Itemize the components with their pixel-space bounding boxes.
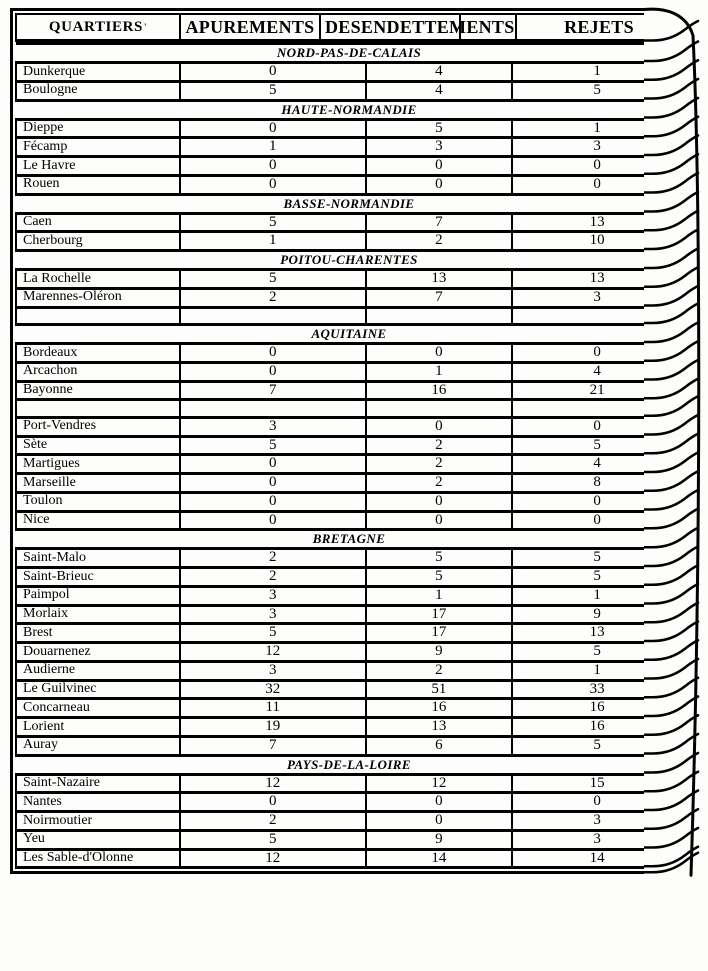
section-row bbox=[16, 755, 682, 774]
quartier-cell: Caen bbox=[16, 213, 180, 232]
column-header-quartiers-label: QUARTIERS bbox=[48, 18, 143, 35]
apurements-cell: 5 bbox=[180, 81, 366, 100]
desendettements-cell: 13 bbox=[366, 270, 513, 289]
rejets-cell: 1 bbox=[512, 63, 682, 82]
apurements-cell: 0 bbox=[180, 157, 366, 176]
desendettements-cell: 3 bbox=[366, 138, 513, 157]
apurements-cell: 11 bbox=[180, 699, 366, 718]
apurements-cell: 2 bbox=[180, 568, 366, 587]
quartier-cell: Audierne bbox=[16, 661, 180, 680]
data-table bbox=[15, 42, 683, 869]
rejets-cell: 0 bbox=[512, 175, 682, 194]
column-header-desendettements-label: DESENDETTEMENTS bbox=[325, 16, 515, 37]
desendettements-cell: 16 bbox=[366, 381, 513, 400]
empty-cell bbox=[512, 307, 682, 325]
section-row bbox=[16, 325, 682, 344]
apurements-cell: 0 bbox=[180, 362, 366, 381]
quartier-cell: Saint-Brieuc bbox=[16, 568, 180, 587]
apurements-cell: 5 bbox=[180, 624, 366, 643]
rejets-cell: 3 bbox=[512, 812, 682, 831]
section-row bbox=[16, 44, 682, 63]
apurements-cell: 0 bbox=[180, 511, 366, 530]
quartier-cell: Fécamp bbox=[16, 138, 180, 157]
apurements-cell: 1 bbox=[180, 232, 366, 251]
quartier-cell: Saint-Malo bbox=[16, 549, 180, 568]
quartier-cell: Les Sable-d'Olonne bbox=[16, 849, 180, 868]
apurements-cell: 0 bbox=[180, 63, 366, 82]
apurements-cell: 1 bbox=[180, 138, 366, 157]
section-row bbox=[16, 530, 682, 549]
quartier-cell: Rouen bbox=[16, 175, 180, 194]
desendettements-cell: 0 bbox=[366, 417, 513, 436]
column-header-apurements bbox=[181, 15, 321, 39]
apurements-cell: 5 bbox=[180, 213, 366, 232]
quartier-cell: Dunkerque bbox=[16, 63, 180, 82]
quartier-cell: Dieppe bbox=[16, 119, 180, 138]
table-row bbox=[16, 175, 682, 194]
section-label: BASSE-NORMANDIE bbox=[16, 194, 682, 213]
quartier-cell: Nantes bbox=[16, 793, 180, 812]
apurements-cell: 5 bbox=[180, 830, 366, 849]
empty-cell bbox=[16, 400, 180, 418]
quartier-cell: Boulogne bbox=[16, 81, 180, 100]
table-row bbox=[16, 63, 682, 82]
rejets-cell: 0 bbox=[512, 492, 682, 511]
section-label: HAUTE-NORMANDIE bbox=[16, 100, 682, 119]
quartier-cell: Marennes-Oléron bbox=[16, 288, 180, 307]
table-row bbox=[16, 774, 682, 793]
rejets-cell: 1 bbox=[512, 119, 682, 138]
rejets-cell: 33 bbox=[512, 680, 682, 699]
quartier-cell: Sète bbox=[16, 436, 180, 455]
section-label: PAYS-DE-LA-LOIRE bbox=[16, 755, 682, 774]
desendettements-cell: 2 bbox=[366, 232, 513, 251]
table-row bbox=[16, 624, 682, 643]
quartier-cell: Auray bbox=[16, 736, 180, 755]
table-row bbox=[16, 680, 682, 699]
table-row bbox=[16, 549, 682, 568]
rejets-cell: 16 bbox=[512, 699, 682, 718]
table-row bbox=[16, 661, 682, 680]
quartier-cell: Le Havre bbox=[16, 157, 180, 176]
desendettements-cell: 2 bbox=[366, 436, 513, 455]
desendettements-cell: 14 bbox=[366, 849, 513, 868]
column-header-rejets bbox=[517, 15, 681, 39]
desendettements-cell: 1 bbox=[366, 586, 513, 605]
apurements-cell: 19 bbox=[180, 718, 366, 737]
quartier-cell: Le Guilvinec bbox=[16, 680, 180, 699]
table-row bbox=[16, 436, 682, 455]
empty-cell bbox=[16, 307, 180, 325]
desendettements-cell: 5 bbox=[366, 119, 513, 138]
table-row bbox=[16, 830, 682, 849]
table-row bbox=[16, 586, 682, 605]
rejets-cell: 8 bbox=[512, 474, 682, 493]
desendettements-cell: 0 bbox=[366, 157, 513, 176]
rejets-cell: 5 bbox=[512, 81, 682, 100]
rejets-cell: 1 bbox=[512, 586, 682, 605]
rejets-cell: 4 bbox=[512, 362, 682, 381]
section-row bbox=[16, 251, 682, 270]
table-row bbox=[16, 417, 682, 436]
desendettements-cell: 16 bbox=[366, 699, 513, 718]
empty-cell bbox=[180, 307, 366, 325]
section-row bbox=[16, 194, 682, 213]
table-row bbox=[16, 381, 682, 400]
rejets-cell: 0 bbox=[512, 344, 682, 363]
table-row bbox=[16, 232, 682, 251]
table-row bbox=[16, 793, 682, 812]
table-header-row bbox=[15, 13, 683, 42]
apurements-cell: 3 bbox=[180, 661, 366, 680]
apurements-cell: 0 bbox=[180, 492, 366, 511]
quartier-cell: Port-Vendres bbox=[16, 417, 180, 436]
table-row bbox=[16, 511, 682, 530]
rejets-cell: 3 bbox=[512, 138, 682, 157]
column-header-desendettements bbox=[321, 15, 515, 39]
rejets-cell: 5 bbox=[512, 549, 682, 568]
section-label: NORD-PAS-DE-CALAIS bbox=[16, 44, 682, 63]
rejets-cell: 16 bbox=[512, 718, 682, 737]
desendettements-cell: 6 bbox=[366, 736, 513, 755]
column-header-apurements-label: APUREMENTS bbox=[185, 16, 315, 37]
apurements-cell: 7 bbox=[180, 381, 366, 400]
table-row bbox=[16, 157, 682, 176]
table-row bbox=[16, 718, 682, 737]
desendettements-cell: 7 bbox=[366, 213, 513, 232]
rejets-cell: 3 bbox=[512, 288, 682, 307]
section-label: POITOU-CHARENTES bbox=[16, 251, 682, 270]
table-row bbox=[16, 812, 682, 831]
table-row bbox=[16, 213, 682, 232]
desendettements-cell: 0 bbox=[366, 175, 513, 194]
quartier-cell: Arcachon bbox=[16, 362, 180, 381]
desendettements-cell: 1 bbox=[366, 362, 513, 381]
quartier-cell: Yeu bbox=[16, 830, 180, 849]
rejets-cell: 4 bbox=[512, 455, 682, 474]
rejets-cell: 0 bbox=[512, 793, 682, 812]
desendettements-cell: 51 bbox=[366, 680, 513, 699]
quartier-cell: Nice bbox=[16, 511, 180, 530]
section-row bbox=[16, 100, 682, 119]
desendettements-cell: 0 bbox=[366, 812, 513, 831]
desendettements-cell: 7 bbox=[366, 288, 513, 307]
table-frame bbox=[10, 8, 688, 874]
quartier-cell: Bordeaux bbox=[16, 344, 180, 363]
desendettements-cell: 2 bbox=[366, 661, 513, 680]
desendettements-cell: 0 bbox=[366, 793, 513, 812]
apurements-cell: 3 bbox=[180, 605, 366, 624]
section-label: BRETAGNE bbox=[16, 530, 682, 549]
quartier-cell: La Rochelle bbox=[16, 270, 180, 289]
rejets-cell: 13 bbox=[512, 213, 682, 232]
quartier-cell: Cherbourg bbox=[16, 232, 180, 251]
table-row bbox=[16, 81, 682, 100]
quartier-cell: Noirmoutier bbox=[16, 812, 180, 831]
apurements-cell: 0 bbox=[180, 793, 366, 812]
desendettements-cell: 17 bbox=[366, 624, 513, 643]
table-row bbox=[16, 288, 682, 307]
rejets-cell: 9 bbox=[512, 605, 682, 624]
section-label: AQUITAINE bbox=[16, 325, 682, 344]
desendettements-cell: 17 bbox=[366, 605, 513, 624]
quartier-cell: Paimpol bbox=[16, 586, 180, 605]
desendettements-cell: 4 bbox=[366, 63, 513, 82]
apurements-cell: 0 bbox=[180, 175, 366, 194]
desendettements-cell: 0 bbox=[366, 344, 513, 363]
apurements-cell: 2 bbox=[180, 549, 366, 568]
desendettements-cell: 0 bbox=[366, 511, 513, 530]
rejets-cell: 15 bbox=[512, 774, 682, 793]
rejets-cell: 21 bbox=[512, 381, 682, 400]
empty-row bbox=[16, 400, 682, 418]
quartier-cell: Concarneau bbox=[16, 699, 180, 718]
table-row bbox=[16, 568, 682, 587]
desendettements-cell: 2 bbox=[366, 474, 513, 493]
apurements-cell: 32 bbox=[180, 680, 366, 699]
empty-cell bbox=[512, 400, 682, 418]
apurements-cell: 0 bbox=[180, 344, 366, 363]
column-header-rejets-label: REJETS bbox=[564, 16, 634, 37]
table-row bbox=[16, 849, 682, 868]
empty-cell bbox=[180, 400, 366, 418]
rejets-cell: 0 bbox=[512, 417, 682, 436]
apurements-cell: 12 bbox=[180, 643, 366, 662]
table-row bbox=[16, 736, 682, 755]
column-header-quartiers bbox=[17, 15, 181, 39]
quartier-cell: Saint-Nazaire bbox=[16, 774, 180, 793]
table-row bbox=[16, 605, 682, 624]
desendettements-cell: 2 bbox=[366, 455, 513, 474]
rejets-cell: 0 bbox=[512, 511, 682, 530]
apurements-cell: 7 bbox=[180, 736, 366, 755]
rejets-cell: 1 bbox=[512, 661, 682, 680]
table-row bbox=[16, 492, 682, 511]
quartier-cell: Toulon bbox=[16, 492, 180, 511]
footnote-mark: ' bbox=[143, 22, 148, 32]
apurements-cell: 5 bbox=[180, 436, 366, 455]
desendettements-cell: 9 bbox=[366, 643, 513, 662]
apurements-cell: 2 bbox=[180, 288, 366, 307]
desendettements-cell: 5 bbox=[366, 568, 513, 587]
empty-row bbox=[16, 307, 682, 325]
apurements-cell: 12 bbox=[180, 849, 366, 868]
apurements-cell: 5 bbox=[180, 270, 366, 289]
desendettements-cell: 12 bbox=[366, 774, 513, 793]
apurements-cell: 0 bbox=[180, 474, 366, 493]
quartier-cell: Douarnenez bbox=[16, 643, 180, 662]
rejets-cell: 5 bbox=[512, 568, 682, 587]
rejets-cell: 0 bbox=[512, 157, 682, 176]
table-row bbox=[16, 270, 682, 289]
apurements-cell: 12 bbox=[180, 774, 366, 793]
rejets-cell: 13 bbox=[512, 270, 682, 289]
apurements-cell: 0 bbox=[180, 119, 366, 138]
quartier-cell: Marseille bbox=[16, 474, 180, 493]
rejets-cell: 5 bbox=[512, 436, 682, 455]
table-row bbox=[16, 699, 682, 718]
desendettements-cell: 9 bbox=[366, 830, 513, 849]
desendettements-cell: 0 bbox=[366, 492, 513, 511]
quartier-cell: Bayonne bbox=[16, 381, 180, 400]
rejets-cell: 10 bbox=[512, 232, 682, 251]
apurements-cell: 0 bbox=[180, 455, 366, 474]
empty-cell bbox=[366, 400, 513, 418]
rejets-cell: 3 bbox=[512, 830, 682, 849]
quartier-cell: Brest bbox=[16, 624, 180, 643]
apurements-cell: 3 bbox=[180, 417, 366, 436]
rejets-cell: 14 bbox=[512, 849, 682, 868]
quartier-cell: Lorient bbox=[16, 718, 180, 737]
empty-cell bbox=[366, 307, 513, 325]
table-row bbox=[16, 474, 682, 493]
apurements-cell: 2 bbox=[180, 812, 366, 831]
table-row bbox=[16, 344, 682, 363]
quartier-cell: Morlaix bbox=[16, 605, 180, 624]
apurements-cell: 3 bbox=[180, 586, 366, 605]
table-row bbox=[16, 455, 682, 474]
rejets-cell: 13 bbox=[512, 624, 682, 643]
rejets-cell: 5 bbox=[512, 736, 682, 755]
table-row bbox=[16, 643, 682, 662]
desendettements-cell: 5 bbox=[366, 549, 513, 568]
table-row bbox=[16, 362, 682, 381]
desendettements-cell: 13 bbox=[366, 718, 513, 737]
rejets-cell: 5 bbox=[512, 643, 682, 662]
desendettements-cell: 4 bbox=[366, 81, 513, 100]
table-row bbox=[16, 138, 682, 157]
quartier-cell: Martigues bbox=[16, 455, 180, 474]
table-row bbox=[16, 119, 682, 138]
